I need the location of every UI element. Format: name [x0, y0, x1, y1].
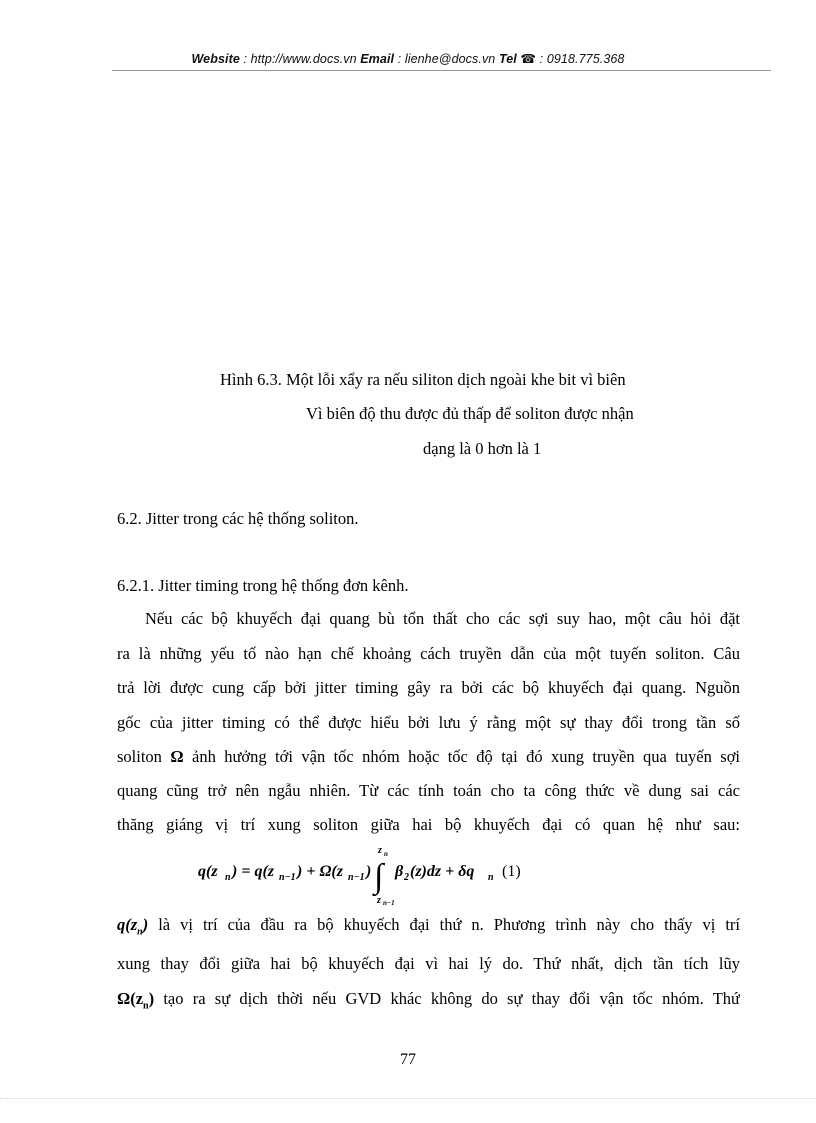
eq-sub: n−1 — [279, 872, 296, 883]
eq-lower: z — [377, 895, 381, 905]
eq-term: ) = q(z — [232, 863, 274, 880]
paragraph-line: xung thay đổi giữa hai bộ khuyếch đại vì hai lý do. Thứ nhất, dịch tần tích lũy — [117, 954, 740, 973]
eq-sub: n — [488, 872, 494, 883]
footer-divider — [0, 1098, 816, 1099]
eq-lhs: q(z — [198, 863, 218, 880]
figure-caption-line-3: dạng là 0 hơn là 1 — [423, 439, 542, 458]
inline-text: soliton — [117, 747, 162, 766]
eq-sub: n — [225, 872, 231, 883]
equation-number: (1) — [502, 863, 521, 880]
paragraph-line — [117, 915, 740, 937]
figure-caption-line-2: Vì biên độ thu được đủ thấp để soliton được nhận — [306, 404, 634, 423]
paragraph-line — [117, 989, 740, 1011]
section-heading: 6.2. Jitter trong các hệ thống soliton. — [117, 509, 359, 528]
eq-sub: n — [384, 850, 388, 858]
inline-text: ảnh hưởng tới vận tốc nhóm hoặc tốc độ tại đó xung truyền qua tuyến sợi — [192, 747, 740, 766]
figure-caption-line-1: Hình 6.3. Một lỗi xẩy ra nếu siliton dịch ngoài khe bit vì biên — [220, 370, 626, 389]
inline-text: là vị trí của đầu ra bộ khuyếch đại thứ n. Phương trình này cho thấy vị trí — [148, 915, 740, 934]
email-value[interactable]: : lienhe@docs.vn — [397, 52, 496, 66]
eq-sub: n−1 — [383, 899, 395, 905]
website-label: Website — [191, 52, 240, 66]
q-zn-symbol: $q(z_n)$ — [117, 915, 149, 938]
eq-term: (z)dz + δq — [410, 863, 475, 880]
eq-beta: β — [395, 863, 404, 880]
eq-sub: n−1 — [348, 872, 365, 883]
header-divider — [112, 70, 771, 71]
paragraph-line: quang cũng trở nên ngẫu nhiên. Từ các tính toán cho ta công thức về dung sai các — [117, 781, 740, 800]
integral-symbol: ∫ — [374, 858, 384, 895]
paragraph-line: trả lời được cung cấp bởi jitter timing gây ra bởi các bộ khuyếch đại quang. Nguồn — [117, 678, 740, 697]
page-header — [0, 51, 816, 66]
eq-term: ) — [366, 863, 372, 880]
email-label: Email — [360, 52, 395, 66]
tel-value: : 0918.775.368 — [539, 52, 625, 66]
subsection-heading: 6.2.1. Jitter timing trong hệ thống đơn kênh. — [117, 576, 409, 595]
eq-upper: z — [378, 845, 382, 856]
paragraph-line: ra là những yếu tố nào hạn chế khoảng cách truyền dẫn của một tuyến soliton. Câu — [117, 644, 740, 663]
tel-label: Tel — [498, 52, 517, 66]
website-value[interactable]: : http://www.docs.vn — [243, 52, 357, 66]
omega-zn-symbol: $\Omega(z_n)$ — [117, 989, 155, 1012]
paragraph-line: Nếu các bộ khuyếch đại quang bù tổn thất cho các sợi suy hao, một câu hỏi đặt — [145, 609, 740, 628]
paragraph-line: thăng giáng vị trí xung soliton giữa hai bộ khuyếch đại có quan hệ như sau: — [117, 815, 740, 834]
paragraph-line: gốc của jitter timing có thể được hiểu bởi lưu ý rằng một sự thay đổi trong tần số — [117, 713, 740, 732]
equation-1 — [198, 843, 528, 905]
omega-symbol: Ω — [170, 747, 184, 766]
eq-sub: 2 — [404, 872, 409, 883]
paragraph-line — [117, 747, 740, 767]
inline-text: tạo ra sự dịch thời nếu GVD khác không do sự thay đổi vận tốc nhóm. Thứ — [154, 989, 740, 1008]
page-number: 77 — [400, 1051, 416, 1068]
eq-term: ) + Ω(z — [297, 863, 343, 880]
phone-icon: ☎ — [520, 52, 537, 66]
